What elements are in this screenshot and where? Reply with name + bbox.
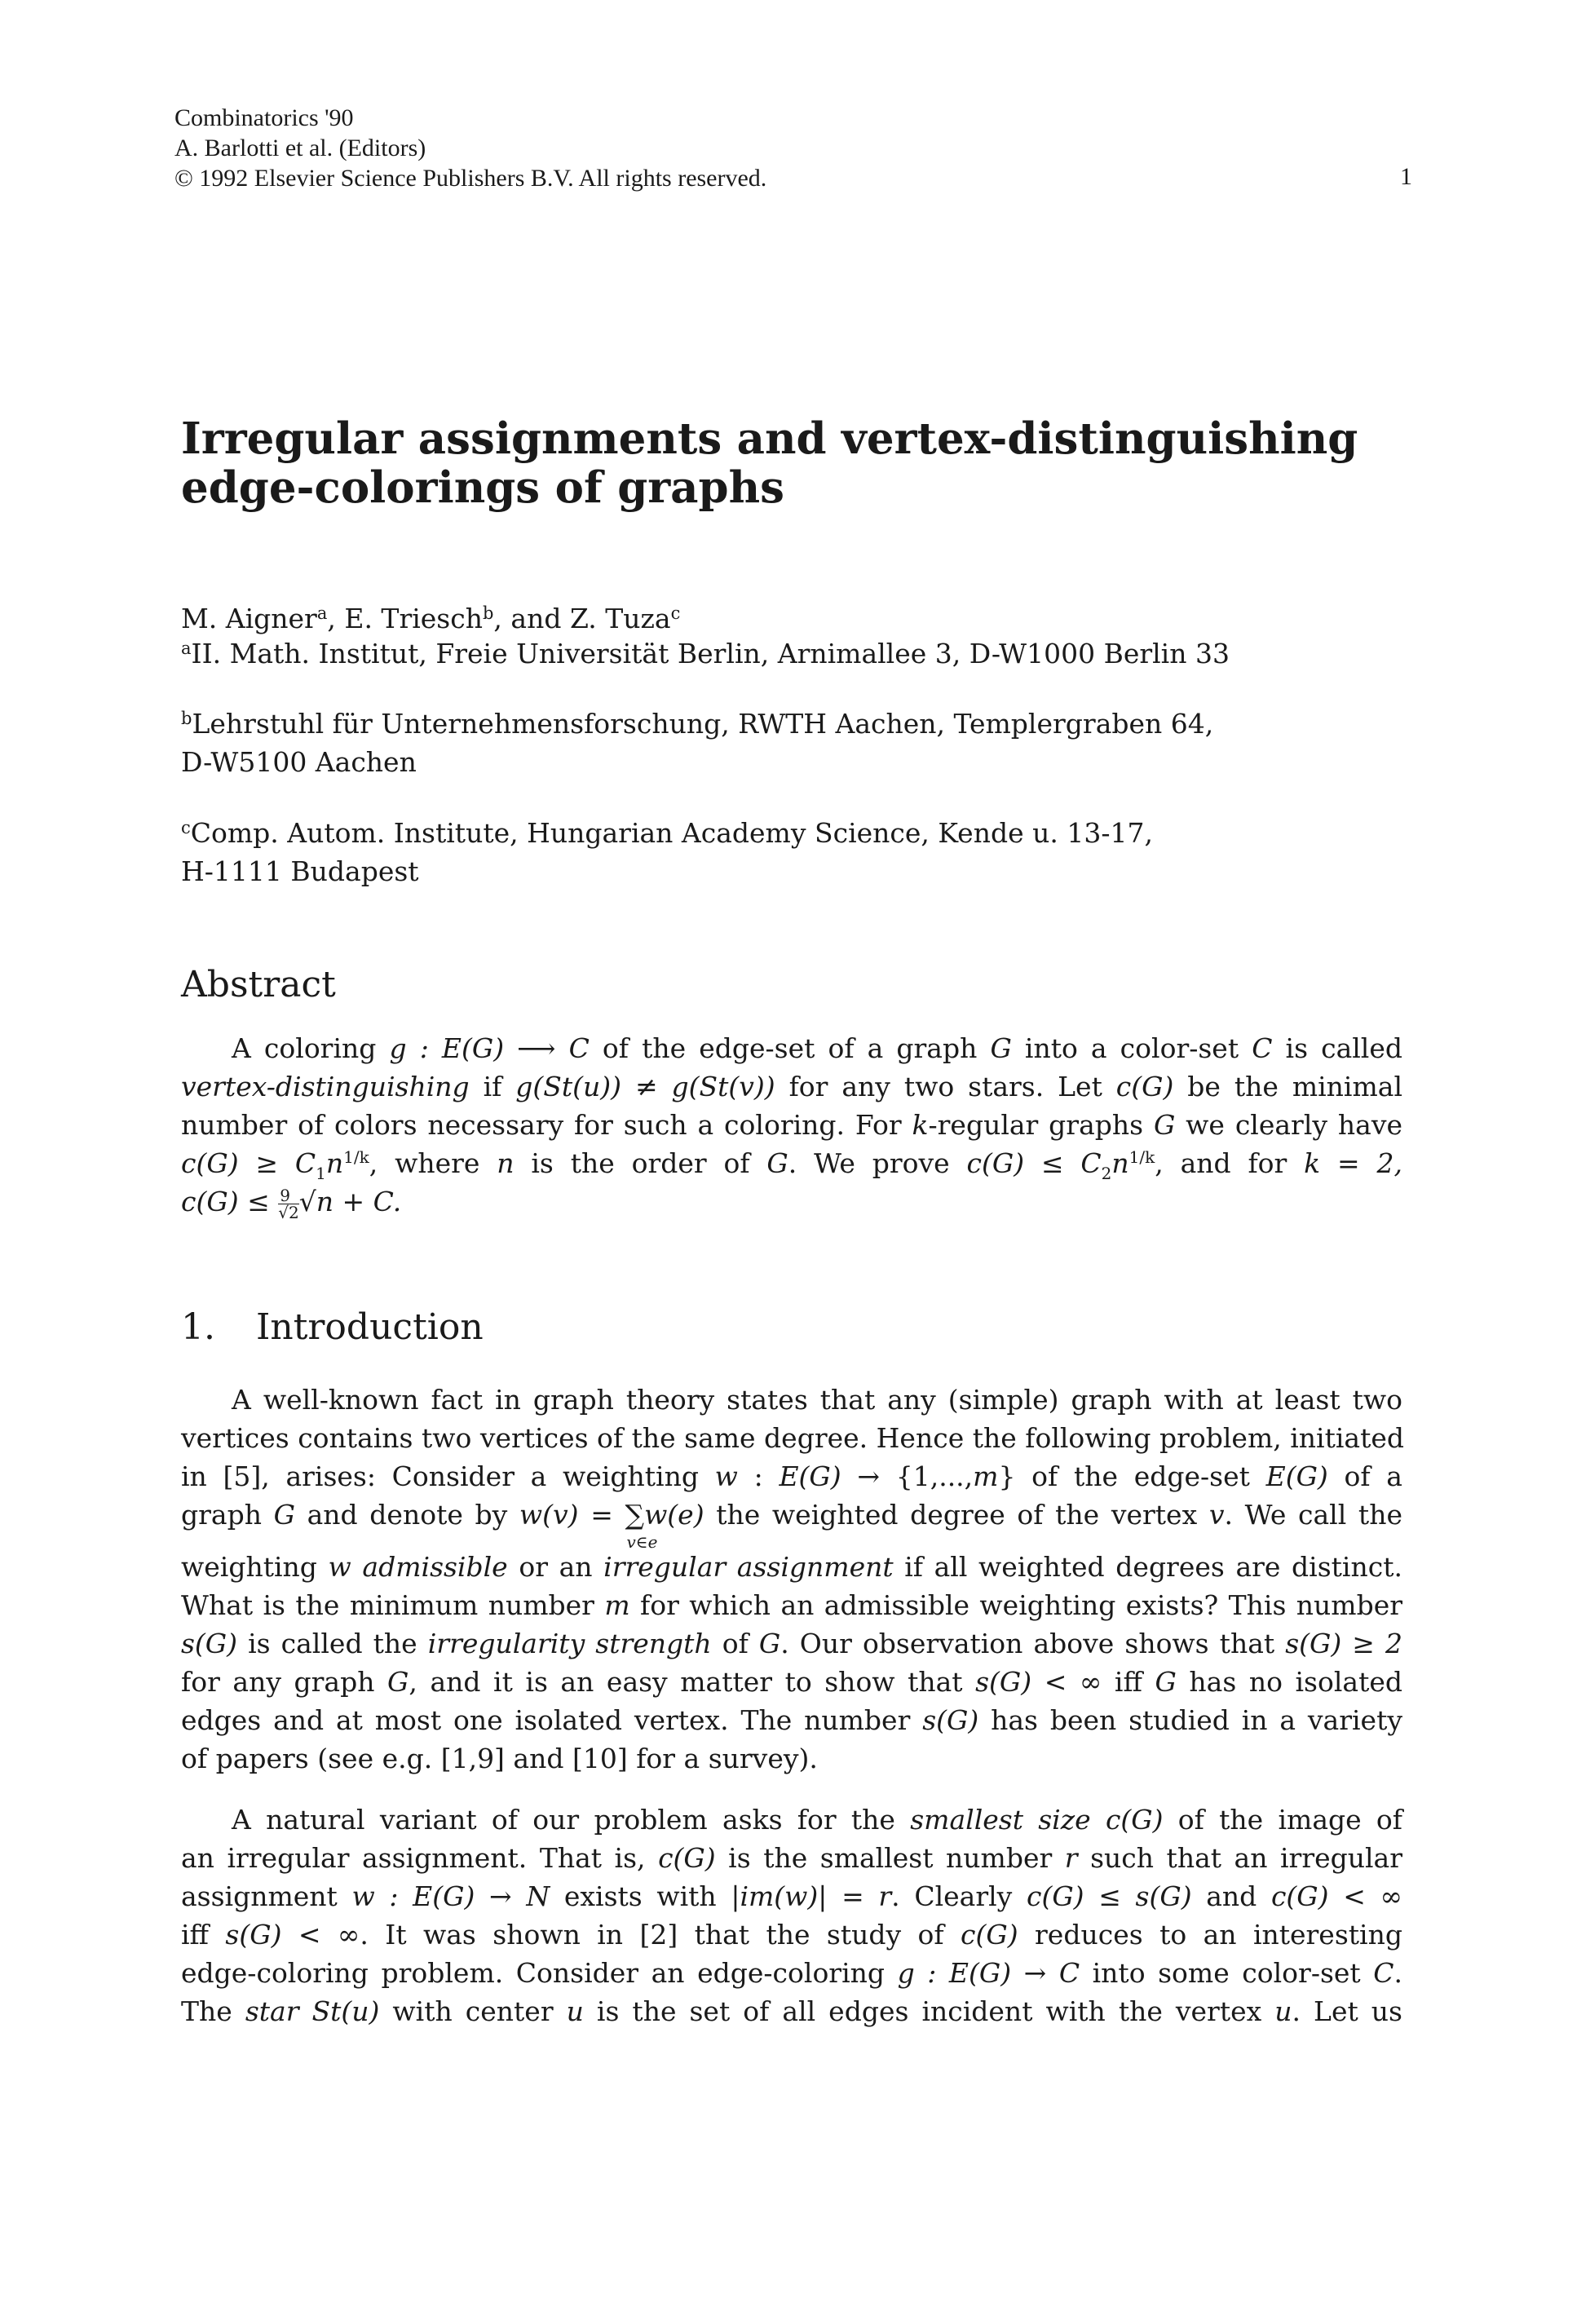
affiliation-mark: a (316, 603, 328, 623)
affiliation-b (181, 705, 1404, 781)
abstract-line: c(G) ≤ $\frac{9}{√2}$ √n + C. (181, 1185, 402, 1222)
author-name: M. Aigner (181, 603, 317, 634)
section-title: Introduction (256, 1306, 484, 1348)
text-line: The star St(u) with center u is the set of all edges incident with the vertex u. Let us (181, 1995, 1402, 2027)
publication-info (174, 103, 1414, 193)
abstract-line: $c(G) \ge C_1n^{1/k}$, where n is the order of G. We prove $c(G) \le C_2n^{1/k}$, and for k = 2, (181, 1147, 1402, 1183)
author-name: E. Triesch (344, 603, 483, 634)
text-line: iff s(G) < ∞. It was shown in [2] that the study of c(G) reduces to an interesting (181, 1919, 1402, 1951)
text-line: edges and at most one isolated vertex. The number s(G) has been studied in a variety (181, 1704, 1402, 1736)
text-line: graph G and denote by w(v) = ∑ v∈e w(e) the weighted degree of the vertex v. We call the (181, 1496, 1402, 1548)
text-line: A well-known fact in graph theory states that any (simple) graph with at least two (232, 1384, 1402, 1416)
author-list (181, 599, 1404, 638)
affiliation-line: H-1111 Budapest (181, 855, 419, 887)
page-number: 1 (1400, 163, 1412, 190)
abstract-line: vertex-distinguishing if g(St(u)) ≠ g(St(v)) for any two stars. Let c(G) be the minimal (181, 1071, 1402, 1102)
abstract-line: number of colors necessary for such a coloring. For k-regular graphs G we clearly have (181, 1109, 1402, 1141)
text-line: in [5], arises: Consider a weighting w : E(G) → {1,...,m} of the edge-set E(G) of a (181, 1460, 1402, 1492)
title-line: Irregular assignments and vertex-distinguishing (181, 413, 1358, 464)
abstract-text (181, 1029, 1402, 1221)
title-line: edge-colorings of graphs (181, 462, 784, 513)
author-name: Z. Tuza (569, 603, 671, 634)
intro-paragraph-2 (181, 1800, 1402, 2030)
intro-paragraph-1 (181, 1381, 1402, 1778)
text-line: for any graph G, and it is an easy matter to show that s(G) < ∞ iff G has no isolated (181, 1666, 1402, 1698)
affiliation-a-text (181, 634, 1404, 673)
paper-title (181, 414, 1453, 512)
text-line: What is the minimum number m for which an admissible weighting exists? This number (181, 1589, 1403, 1621)
affiliation-mark: b (482, 603, 494, 623)
text-line: edge-coloring problem. Consider an edge-coloring g : E(G) → C into some color-set C. (181, 1957, 1402, 1989)
text-line: an irregular assignment. That is, c(G) is the smallest number r such that an irregular (181, 1842, 1403, 1874)
proceedings-title: Combinatorics '90 (174, 104, 354, 131)
section-number: 1. (181, 1306, 215, 1348)
affiliation-line: $^c$Comp. Autom. Institute, Hungarian Academy Science, Kende u. 13-17, (181, 817, 1153, 849)
text-line: vertices contains two vertices of the same degree. Hence the following problem, initiated (181, 1422, 1404, 1454)
affiliation-mark: b (181, 709, 192, 728)
abstract-heading: Abstract (181, 964, 336, 1005)
copyright-line: © 1992 Elsevier Science Publishers B.V. All rights reserved. (174, 165, 767, 192)
abstract-line: A coloring g : E(G) ⟶ C of the edge-set of a graph G into a color-set C is called (232, 1032, 1403, 1064)
affiliation-line: $^a$II. Math. Institut, Freie Universität Berlin, Arnimallee 3, D-W1000 Berlin 33 (181, 638, 1230, 669)
affiliation-mark: c (181, 818, 191, 837)
fraction: $\frac{9}{√2}$ (278, 1185, 299, 1222)
summation: ∑ v∈e (625, 1499, 658, 1552)
text-line: assignment w : E(G) → N exists with |im(w)| = r. Clearly c(G) ≤ s(G) and c(G) < ∞ (181, 1880, 1402, 1912)
affiliation-line: $^b$Lehrstuhl für Unternehmensforschung, RWTH Aachen, Templergraben 64, (181, 708, 1214, 740)
affiliation-mark: c (670, 603, 681, 623)
text-line: A natural variant of our problem asks for the smallest size c(G) of the image of (232, 1804, 1402, 1836)
text-line: of papers (see e.g. [1,9] and [10] for a survey). (181, 1743, 818, 1774)
editors-line: A. Barlotti et al. (Editors) (174, 135, 426, 161)
affiliation-line: D-W5100 Aachen (181, 746, 417, 778)
text-line: s(G) is called the irregularity strength of G. Our observation above shows that s(G) ≥ 2 (181, 1628, 1402, 1659)
affiliation-mark: a (181, 638, 192, 658)
affiliation-c (181, 814, 1404, 890)
text-line: weighting w admissible or an irregular assignment if all weighted degrees are distinct. (181, 1551, 1402, 1583)
section-heading (181, 1306, 484, 1348)
authors-line: M. Aigner$^a$, E. Triesch$^b$, and Z. Tuza$^c$ (181, 603, 681, 634)
